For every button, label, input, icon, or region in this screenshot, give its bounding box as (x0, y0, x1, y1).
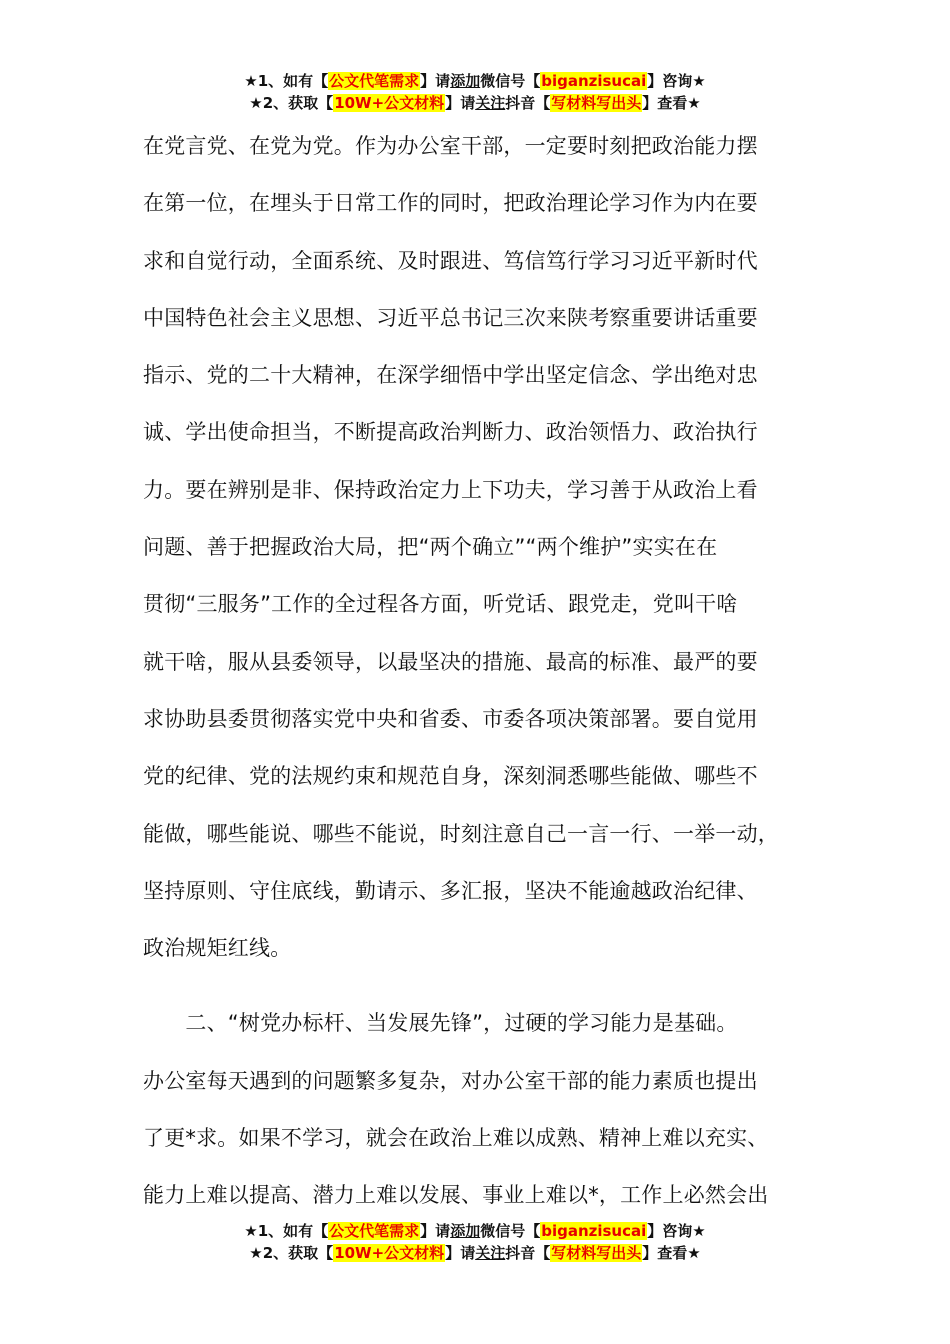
highlight-text: biganzisucai (541, 72, 647, 90)
text-line: 求协助县委贯彻落实党中央和省委、市委各项决策部署。要自觉用 (143, 706, 758, 731)
highlight-text: 10W+公文材料 (334, 1244, 445, 1262)
highlight-text: 写材料写出头 (551, 94, 642, 112)
text-line: 党的纪律、党的法规约束和规范自身，深刻洞悉哪些能做、哪些不 (143, 764, 758, 789)
banner-text: 】查看★ (642, 1244, 701, 1262)
text-line: 能力上难以提高、潜力上难以发展、事业上难以*，工作上必然会出 (143, 1183, 769, 1208)
paragraph-1 (143, 118, 833, 977)
text-line: 求和自觉行动，全面系统、及时跟进、笃信笃行学习习近平新时代 (143, 248, 758, 273)
underlined-text: 添加 (450, 72, 481, 90)
document-body (143, 118, 833, 1225)
banner-text: 】请 (420, 1222, 451, 1240)
banner-text: ★1、如有【 (244, 72, 329, 90)
text-line: 政治规矩红线。 (143, 936, 292, 961)
text-line: 办公室每天遇到的问题繁多复杂，对办公室干部的能力素质也提出 (143, 1068, 758, 1093)
banner-text: ★1、如有【 (244, 1222, 329, 1240)
banner-text: 】请 (445, 1244, 476, 1262)
text-line: 力。要在辨别是非、保持政治定力上下功夫，学习善于从政治上看 (143, 477, 758, 502)
footer-banner (0, 1220, 950, 1264)
highlight-text: 写材料写出头 (551, 1244, 642, 1262)
text-line: 在党言党、在党为党。作为办公室干部，一定要时刻把政治能力摆 (143, 134, 758, 158)
banner-text: 】请 (420, 72, 451, 90)
banner-text: 】请 (445, 94, 476, 112)
highlight-text: 公文代笔需求 (329, 72, 420, 90)
banner-text: 微信号【 (480, 1222, 541, 1240)
underlined-text: 关注 (475, 1244, 506, 1262)
banner-line-1 (0, 70, 950, 92)
banner-text: 抖音【 (505, 94, 551, 112)
banner-line-2 (0, 92, 950, 114)
text-line: 中国特色社会主义思想、习近平总书记三次来陕考察重要讲话重要 (143, 305, 758, 330)
text-line: 能做，哪些能说、哪些不能说，时刻注意自己一言一行、一举一动， (143, 821, 779, 846)
banner-text: ★2、获取【 (249, 94, 334, 112)
text-line: 诚、学出使命担当，不断提高政治判断力、政治领悟力、政治执行 (143, 420, 758, 445)
highlight-text: 公文代笔需求 (329, 1222, 420, 1240)
header-banner (0, 70, 950, 114)
banner-text: ★2、获取【 (249, 1244, 334, 1262)
banner-line-2 (0, 1242, 950, 1264)
text-line: 坚持原则、守住底线，勤请示、多汇报，坚决不能逾越政治纪律、 (143, 878, 758, 903)
text-line: 指示、党的二十大精神，在深学细悟中学出坚定信念、学出绝对忠 (143, 363, 758, 388)
paragraph-2 (143, 995, 833, 1224)
highlight-text: biganzisucai (541, 1222, 647, 1240)
banner-text: 微信号【 (480, 72, 541, 90)
banner-text: 】查看★ (642, 94, 701, 112)
text-line: 了更*求。如果不学习，就会在政治上难以成熟、精神上难以充实、 (143, 1126, 769, 1151)
highlight-text: 10W+公文材料 (334, 94, 445, 112)
text-line: 问题、善于把握政治大局，把“两个确立”“两个维护”实实在在 (143, 535, 718, 560)
banner-text: 抖音【 (505, 1244, 551, 1262)
underlined-text: 关注 (475, 94, 506, 112)
banner-text: 】咨询★ (647, 72, 706, 90)
banner-text: 】咨询★ (647, 1222, 706, 1240)
underlined-text: 添加 (450, 1222, 481, 1240)
paragraph-gap (143, 977, 833, 995)
section-heading-line: 二、“树党办标杆、当发展先锋”，过硬的学习能力是基础。 (143, 1011, 738, 1036)
banner-line-1 (0, 1220, 950, 1242)
text-line: 贯彻“三服务”工作的全过程各方面，听党话、跟党走，党叫干啥 (143, 592, 738, 617)
text-line: 就干啥，服从县委领导，以最坚决的措施、最高的标准、最严的要 (143, 649, 758, 674)
text-line: 在第一位，在埋头于日常工作的同时，把政治理论学习作为内在要 (143, 191, 758, 216)
